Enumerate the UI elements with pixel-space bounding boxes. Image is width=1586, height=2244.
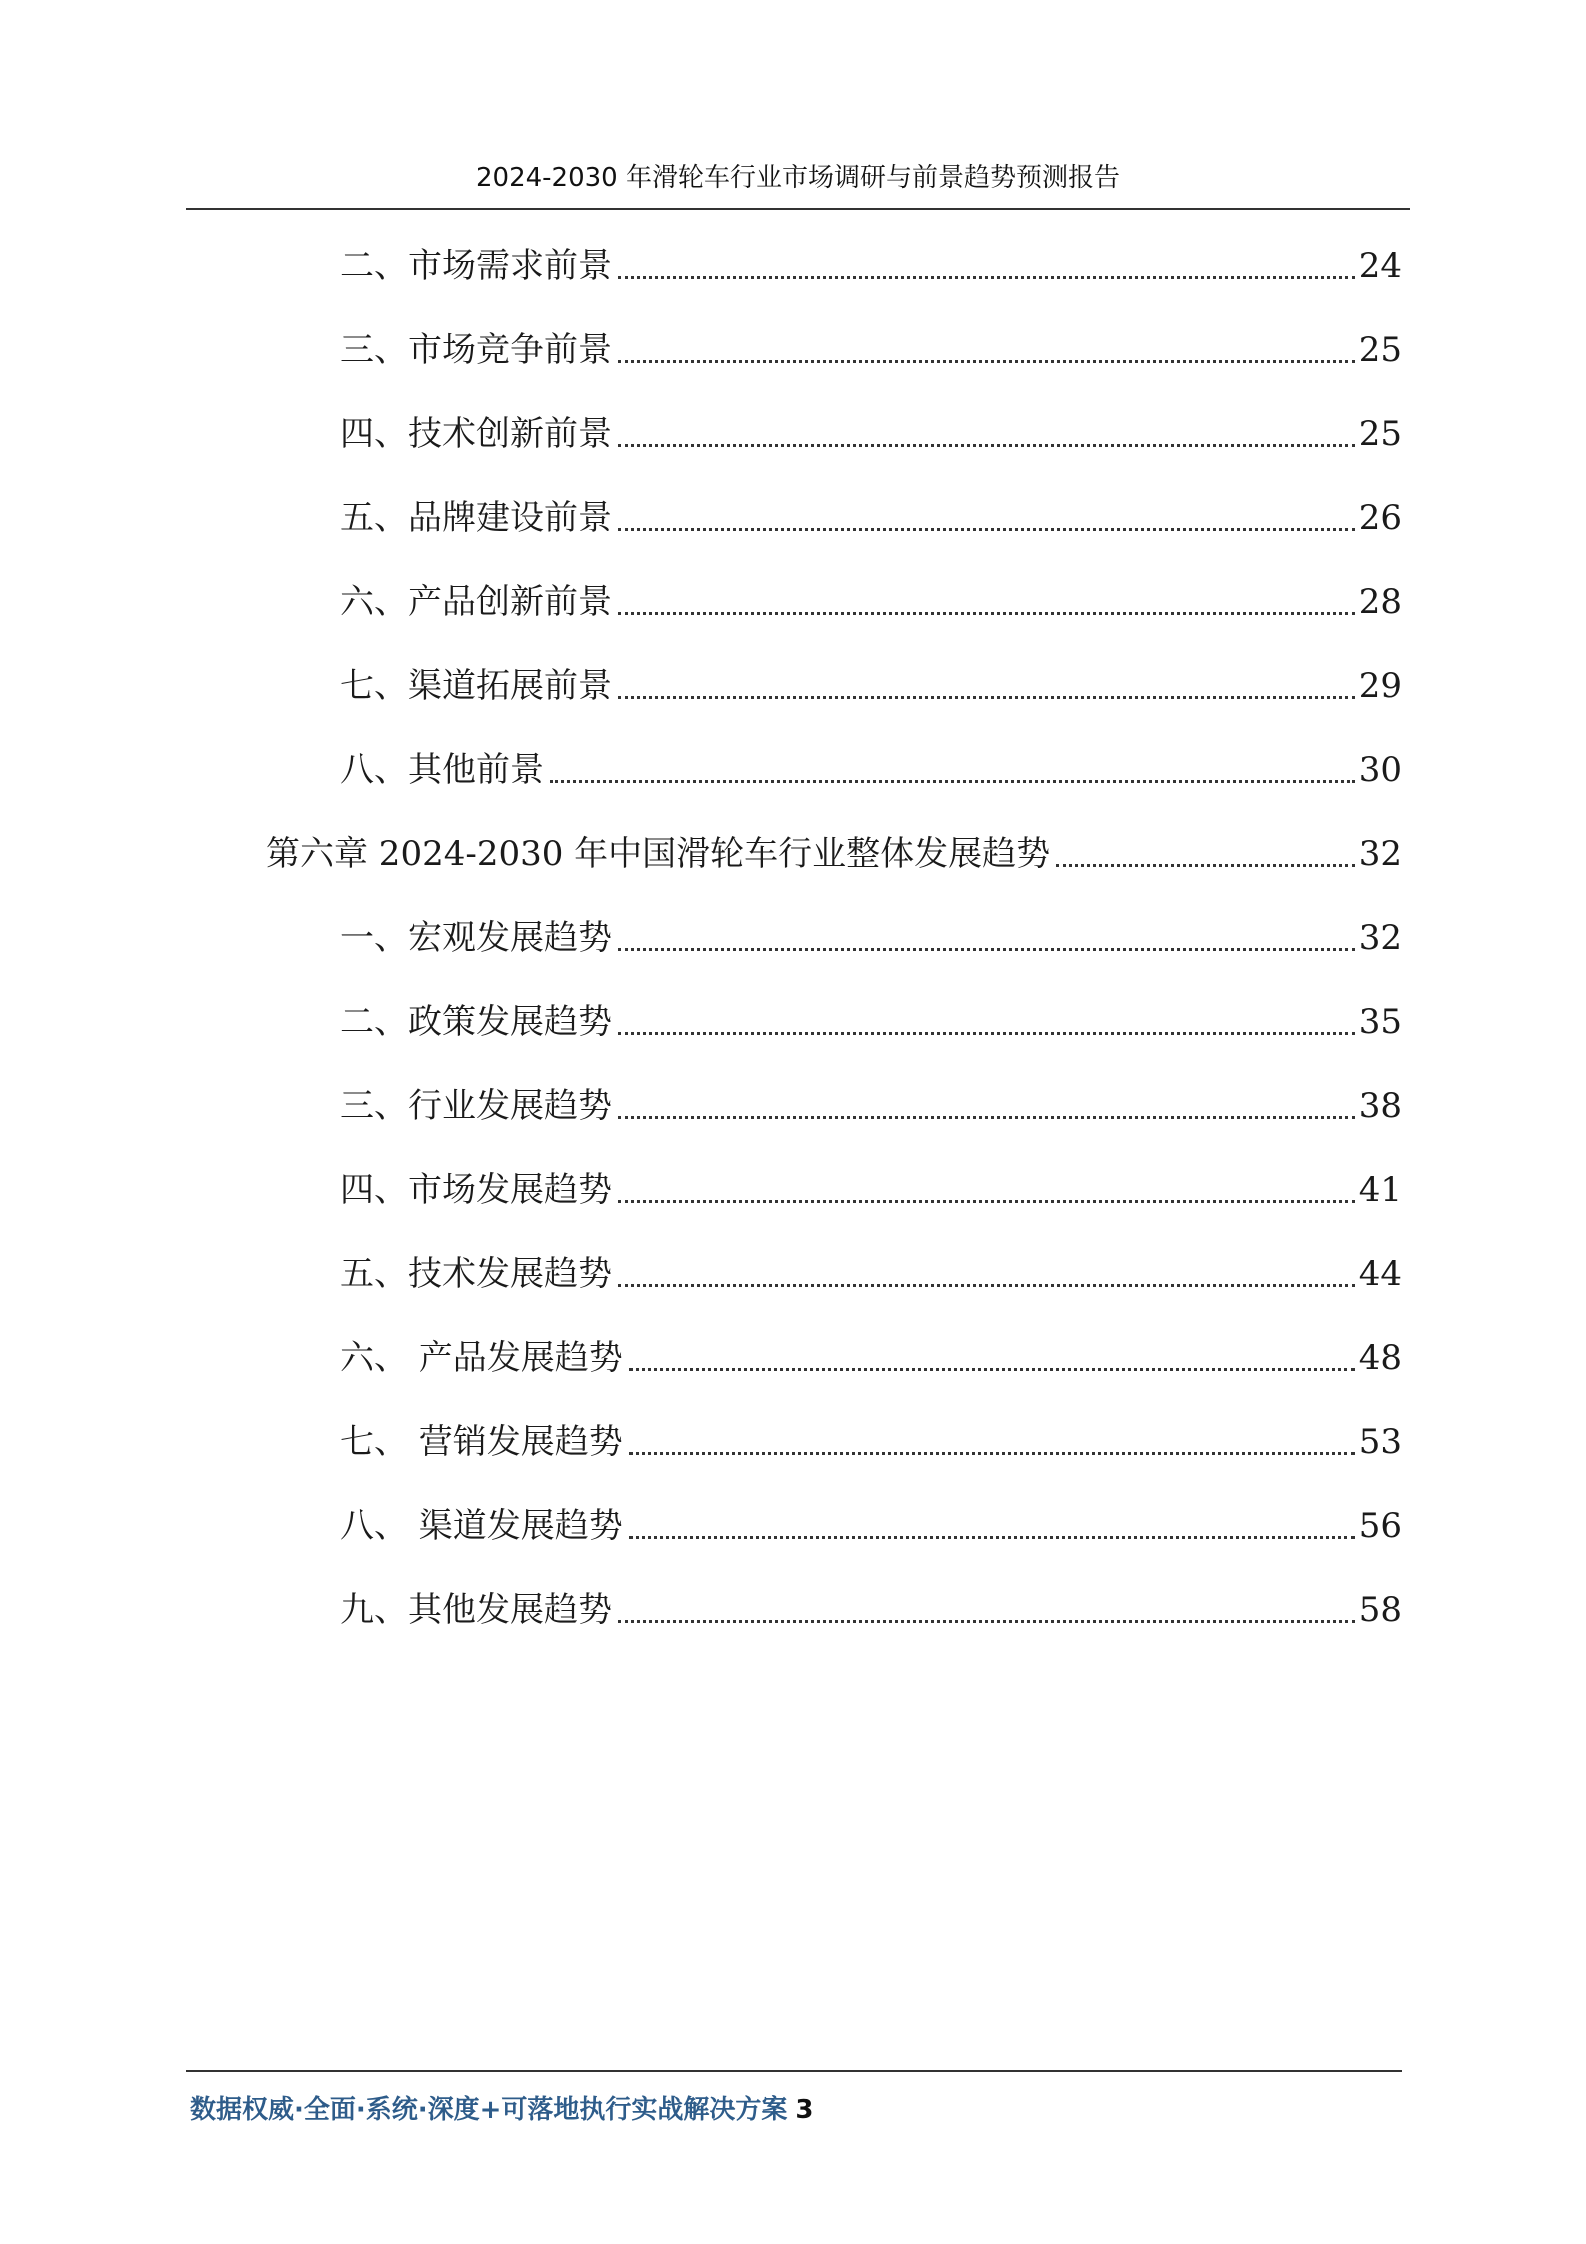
toc-chapter-entry[interactable]	[266, 816, 1402, 876]
toc-entry[interactable]	[340, 648, 1402, 708]
toc-entry-page: 26	[1358, 498, 1402, 538]
toc-entry-page: 56	[1358, 1506, 1402, 1546]
page-footer	[190, 2092, 814, 2128]
toc-dot-leader	[618, 612, 1355, 615]
toc-entry-title: 九、其他发展趋势	[340, 1590, 612, 1630]
toc-entry-page: 38	[1358, 1086, 1402, 1126]
toc-entry-page: 32	[1358, 918, 1402, 958]
footer-divider	[186, 2070, 1402, 2072]
toc-dot-leader	[618, 1116, 1355, 1119]
toc-entry-title: 第六章 2024-2030 年中国滑轮车行业整体发展趋势	[266, 834, 1051, 874]
toc-entry[interactable]	[340, 1488, 1402, 1548]
toc-dot-leader	[618, 1284, 1355, 1287]
toc-entry-title: 五、品牌建设前景	[340, 498, 612, 538]
toc-entry-page: 44	[1358, 1254, 1402, 1294]
header-divider	[186, 208, 1410, 210]
toc-dot-leader	[618, 1032, 1355, 1035]
toc-entry[interactable]	[340, 1152, 1402, 1212]
toc-entry-title: 四、市场发展趋势	[340, 1170, 612, 1210]
toc-entry-title: 五、技术发展趋势	[340, 1254, 612, 1294]
toc-entry[interactable]	[340, 480, 1402, 540]
toc-entry-title: 二、市场需求前景	[340, 246, 612, 286]
toc-entry[interactable]	[340, 1404, 1402, 1464]
toc-entry-page: 28	[1358, 582, 1402, 622]
toc-dot-leader	[618, 528, 1355, 531]
toc-entry-title: 八、其他前景	[340, 750, 544, 790]
toc-dot-leader	[1056, 864, 1355, 867]
toc-dot-leader	[618, 444, 1355, 447]
toc-entry-title: 二、政策发展趋势	[340, 1002, 612, 1042]
toc-entry-page: 58	[1358, 1590, 1402, 1630]
toc-entry-title: 六、产品创新前景	[340, 582, 612, 622]
toc-dot-leader	[550, 780, 1355, 783]
toc-entry[interactable]	[340, 228, 1402, 288]
toc-entry-page: 25	[1358, 414, 1402, 454]
toc-entry[interactable]	[340, 1068, 1402, 1128]
toc-entry-page: 25	[1358, 330, 1402, 370]
toc-entry-title: 三、行业发展趋势	[340, 1086, 612, 1126]
toc-dot-leader	[618, 696, 1355, 699]
toc-dot-leader	[629, 1536, 1355, 1539]
toc-entry-title: 三、市场竞争前景	[340, 330, 612, 370]
toc-entry[interactable]	[340, 732, 1402, 792]
toc-dot-leader	[618, 1200, 1355, 1203]
toc-entry[interactable]	[340, 396, 1402, 456]
toc-entry[interactable]	[340, 564, 1402, 624]
toc-entry[interactable]	[340, 1320, 1402, 1380]
toc-dot-leader	[618, 360, 1355, 363]
toc-entry-page: 32	[1358, 834, 1402, 874]
toc-entry[interactable]	[340, 1236, 1402, 1296]
toc-entry[interactable]	[340, 1572, 1402, 1632]
toc-entry-page: 53	[1358, 1422, 1402, 1462]
toc-dot-leader	[618, 276, 1355, 279]
toc-entry-title: 七、渠道拓展前景	[340, 666, 612, 706]
toc-dot-leader	[618, 1620, 1355, 1623]
toc-entry-page: 48	[1358, 1338, 1402, 1378]
toc-entry[interactable]	[340, 900, 1402, 960]
toc-entry-title: 六、 产品发展趋势	[340, 1338, 623, 1378]
page-number: 3	[795, 2095, 814, 2125]
toc-entry-title: 七、 营销发展趋势	[340, 1422, 623, 1462]
toc-entry[interactable]	[340, 312, 1402, 372]
toc-entry-page: 24	[1358, 246, 1402, 286]
toc-entry[interactable]	[340, 984, 1402, 1044]
toc-entry-page: 41	[1358, 1170, 1402, 1210]
footer-slogan: 数据权威·全面·系统·深度+可落地执行实战解决方案	[190, 2095, 788, 2125]
toc-entry-title: 一、宏观发展趋势	[340, 918, 612, 958]
page-header-title: 2024-2030 年滑轮车行业市场调研与前景趋势预测报告	[476, 163, 1120, 193]
toc-entry-page: 30	[1358, 750, 1402, 790]
toc-entry-title: 四、技术创新前景	[340, 414, 612, 454]
toc-dot-leader	[618, 948, 1355, 951]
toc-entry-page: 35	[1358, 1002, 1402, 1042]
toc-dot-leader	[629, 1368, 1355, 1371]
toc-entry-title: 八、 渠道发展趋势	[340, 1506, 623, 1546]
toc-dot-leader	[629, 1452, 1355, 1455]
toc-entry-page: 29	[1358, 666, 1402, 706]
